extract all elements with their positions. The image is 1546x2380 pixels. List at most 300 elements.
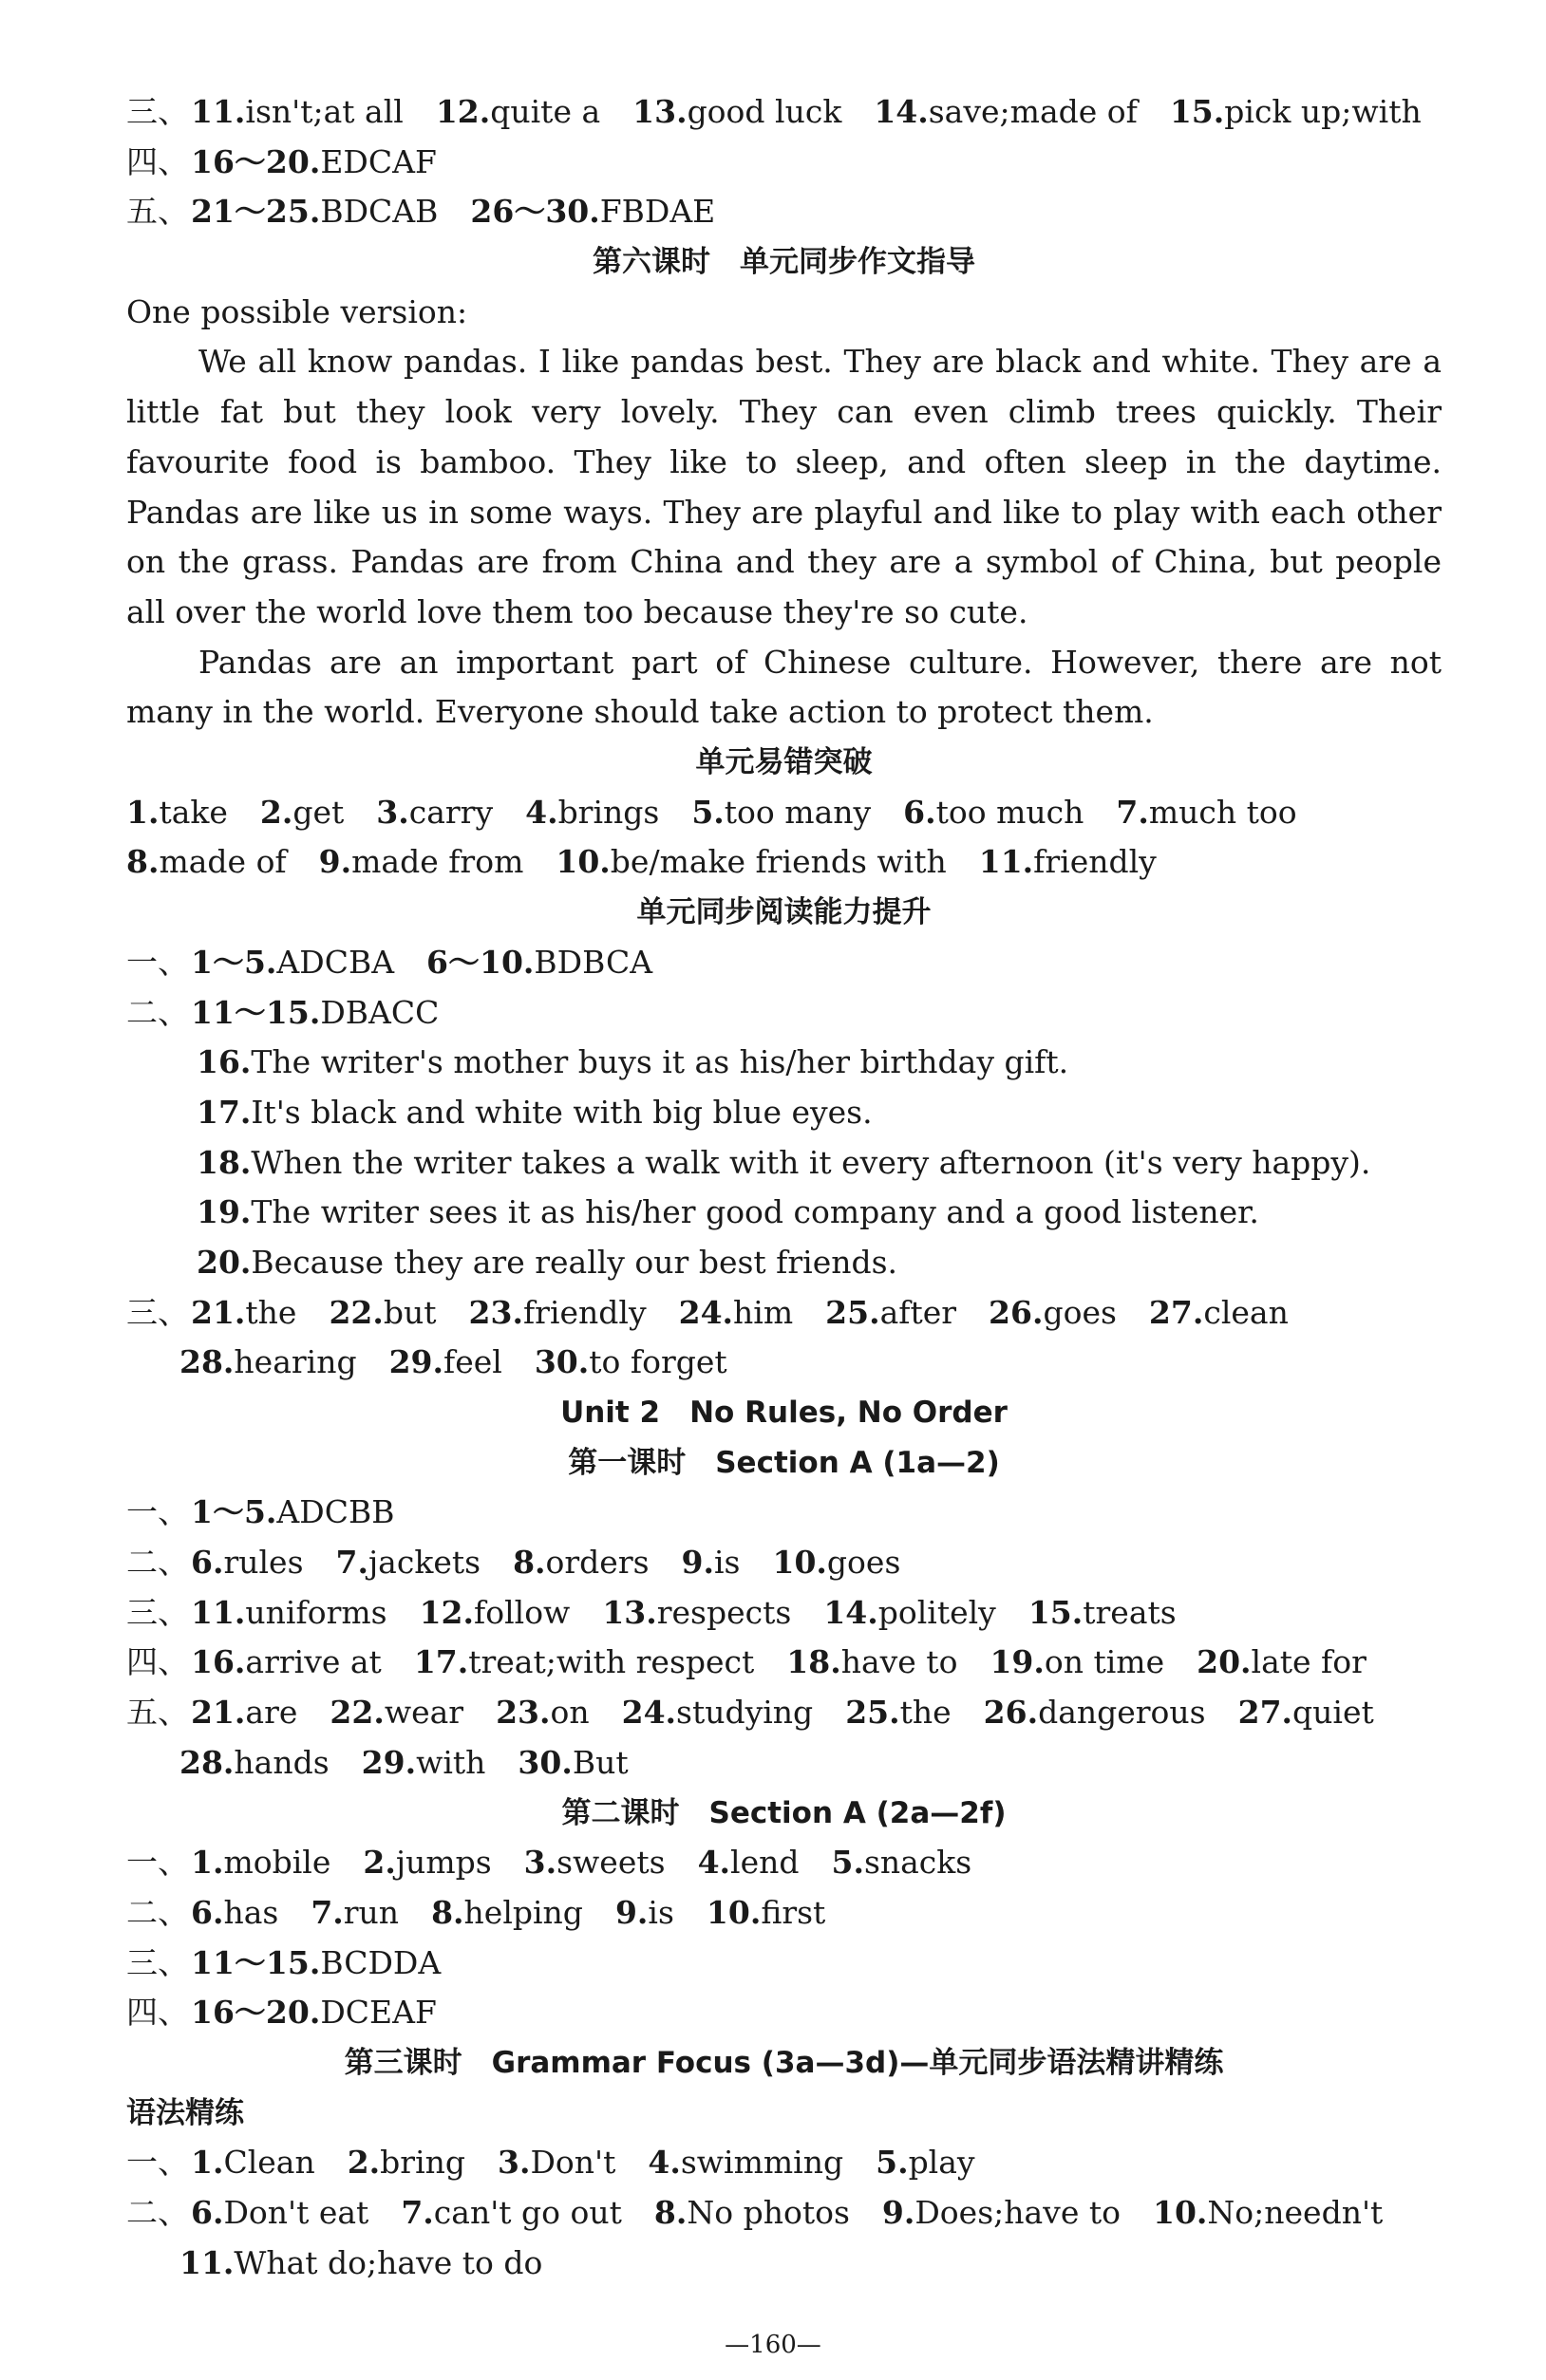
question-number: 28. [179,1743,235,1781]
answer-text: wear [384,1694,464,1732]
question-number: 14. [874,93,929,130]
question-number: 11. [191,93,246,130]
essay-paragraph-2: Pandas are an important part of Chinese culture. However, there are not many in the world. Everyone should take action to protect them. [126,643,1442,731]
question-number: 18. [197,1143,252,1181]
question-number: 25. [825,1293,880,1331]
answer-item [882,2194,1121,2231]
question-number: 27. [1148,1293,1204,1331]
answer-line [126,1888,1442,1939]
answer-item [691,794,871,831]
answer-sentence [126,1138,1442,1189]
answer-text: get [292,793,345,831]
answer-item [513,1544,649,1581]
question-number: 13. [602,1593,657,1631]
answer-item [179,1343,357,1380]
answer-item [1116,794,1296,831]
answer-item [679,1294,794,1331]
answer-item [1197,1643,1367,1680]
answer-item [654,2194,850,2231]
answer-item [823,1594,996,1631]
answer-item [707,1894,825,1931]
section-number: 四、 [126,1994,189,2032]
answer-text: clean [1203,1293,1289,1331]
answer-line [126,1838,1442,1888]
answer-item [436,93,600,130]
section-number: 五、 [126,1694,189,1732]
answer-text: When the writer takes a walk with it every afternoon (it's very happy). [251,1143,1371,1181]
answer-item [1149,1294,1289,1331]
answer-line [126,2239,1442,2289]
answer-text: Don't [530,2144,616,2182]
answer-text: Does;have to [914,2194,1121,2231]
question-number: 9. [318,843,352,881]
answer-item [773,1544,901,1581]
section-number: 二、 [126,1893,189,1931]
answer-text: too much [935,793,1084,831]
answer-text: The writer's mother buys it as his/her birthday gift. [251,1043,1069,1081]
answer-line [126,187,1442,237]
question-number: 30. [518,1743,573,1781]
answer-item [602,1594,791,1631]
answer-item [989,1294,1117,1331]
question-number: 8. [653,2194,688,2231]
answer-item [524,1844,666,1881]
block-errors [126,788,1442,888]
block-lesson1-b [126,1738,1442,1789]
answer-text: but [383,1293,437,1331]
heading-lesson2: 第二课时 Section A (2a—2f) [561,1795,1007,1830]
answer-text: brings [557,793,660,831]
question-number: 1. [191,1844,224,1882]
answer-item [518,1744,628,1781]
question-number: 18. [786,1643,841,1681]
answer-text: EDCAF [320,142,437,180]
answer-item [876,2144,974,2181]
answer-item [376,794,493,831]
question-number: 27. [1237,1694,1293,1732]
answer-item [336,1544,481,1581]
question-number: 9. [614,1893,649,1931]
answer-item [979,843,1157,880]
answer-item [1170,93,1422,130]
answer-text: respects [656,1593,792,1631]
answer-item [990,1643,1164,1680]
answer-text: mobile [223,1844,331,1882]
answer-text: with [416,1743,486,1781]
answer-item [698,1844,800,1881]
question-number: 7. [335,1544,368,1582]
question-number: 24. [621,1694,677,1732]
answer-text: Because they are really our best friends. [251,1243,898,1281]
section-number: 一、 [126,943,189,981]
question-number: 7. [401,2194,434,2231]
question-number: 24. [678,1293,734,1331]
section-number: 三、 [126,93,189,130]
answer-text: run [343,1893,400,1931]
answer-item [191,143,437,180]
answer-text: DCEAF [320,1994,437,2032]
answer-line [126,1538,1442,1588]
answer-text: late for [1251,1643,1367,1681]
answer-text: quiet [1292,1694,1374,1732]
question-number: 2. [363,1844,396,1882]
answer-page [126,87,1442,2288]
question-number: 5. [831,1844,864,1882]
question-number: 22. [329,1293,384,1331]
answer-item [389,1343,502,1380]
answer-text: bring [380,2144,466,2182]
block-lesson1 [126,1488,1442,1737]
answer-line [126,2188,1442,2239]
question-number: 11. [191,1593,246,1631]
block-top [126,87,1442,237]
question-number: 29. [388,1343,444,1381]
question-number: 10. [706,1893,762,1931]
section-number: 二、 [126,993,189,1031]
block-lesson3-b [126,2239,1442,2289]
answer-line [126,2138,1442,2188]
question-number: 16. [191,1643,246,1681]
answer-item [420,1594,571,1631]
answer-sentence [126,1088,1442,1138]
answer-text: BDBCA [534,943,653,981]
question-number: 1～5. [191,1493,277,1531]
answer-text: DBACC [320,993,440,1031]
question-number: 4. [648,2144,681,2182]
section-number: 一、 [126,2144,189,2182]
answer-item [622,1694,814,1731]
page-number: —160— [725,2331,821,2359]
answer-item [362,1744,486,1781]
answer-text: made of [159,843,287,881]
question-number: 19. [990,1643,1045,1681]
question-number: 6. [191,2194,224,2231]
answer-item [903,794,1084,831]
answer-text: No photos [687,2194,850,2231]
heading-unit2: Unit 2 No Rules, No Order [560,1396,1008,1430]
question-number: 19. [197,1193,252,1231]
answer-line [126,138,1442,188]
question-number: 4. [697,1844,731,1882]
answer-text: lend [730,1844,800,1882]
answer-item [179,2244,542,2281]
question-number: 10. [1152,2194,1208,2231]
answer-text: play [908,2144,975,2182]
question-number: 30. [534,1343,590,1381]
answer-item [191,944,394,981]
question-number: 11. [179,2243,235,2281]
question-number: 9. [681,1544,714,1582]
answer-line [126,87,1442,138]
answer-item [498,2144,615,2181]
section-number: 一、 [126,1493,189,1531]
answer-item [632,93,841,130]
essay-paragraph-1: We all know pandas. I like pandas best. They are black and white. They are a little fat but they look very lovely. They can even climb trees quickly. Their favourite food is bamboo. They like to sleep, and often sleep in the daytime. Pandas are like us in some ways. They are playful and like to play with each other on the grass. Pandas are from China and they are a symbol of China, but people all over the world love them too because they're so cute. [126,343,1442,630]
answer-line [126,1939,1442,1989]
block-lesson3 [126,2138,1442,2238]
answer-item [179,1744,330,1781]
question-number: 17. [413,1643,469,1681]
question-number: 3. [523,1844,557,1882]
question-number: 23. [468,1293,523,1331]
answer-item [469,1294,647,1331]
answer-item [191,1994,437,2031]
answer-item [825,1294,956,1331]
question-number: 4. [525,793,558,831]
answer-item [831,1844,971,1881]
answer-text: be/make friends with [610,843,947,881]
question-number: 26. [989,1293,1044,1331]
question-number: 7. [1116,793,1149,831]
answer-item [191,93,404,130]
answer-text: much too [1148,793,1297,831]
answer-text: orders [545,1544,650,1582]
heading-lesson6: 第六课时 单元同步作文指导 [593,245,975,280]
answer-item [401,2194,622,2231]
answer-text: is [648,1893,674,1931]
question-number: 5. [691,793,725,831]
question-number: 28. [179,1343,235,1381]
question-number: 26. [983,1694,1039,1732]
question-number: 6. [191,1544,224,1582]
answer-text: treats [1083,1593,1177,1631]
answer-text: politely [877,1593,996,1631]
answer-item [1028,1594,1177,1631]
section-number: 三、 [126,1593,189,1631]
answer-text: has [223,1893,279,1931]
subheading-grammar: 语法精练 [126,2095,244,2130]
question-number: 3. [376,793,409,831]
answer-text: pick up;with [1224,93,1422,130]
answer-text: have to [840,1643,958,1681]
question-number: 15. [1169,93,1225,130]
answer-item [535,1343,727,1380]
answer-text: swimming [680,2144,844,2182]
question-number: 29. [361,1743,417,1781]
answer-text: snacks [863,1844,972,1882]
question-number: 2. [347,2144,381,2182]
heading-lesson1: 第一课时 Section A (1a—2) [568,1445,1000,1480]
block-reading-2 [126,1288,1442,1339]
answer-text: isn't;at all [245,93,404,130]
answer-line [126,1988,1442,2038]
answer-text: goes [1043,1293,1117,1331]
question-number: 8. [431,1893,464,1931]
answer-text: sweets [556,1844,666,1882]
answer-item [470,193,715,230]
answer-item [191,1544,304,1581]
answer-text: take [159,793,228,831]
answer-item [426,944,652,981]
answer-line [126,788,1442,838]
answer-text: carry [408,793,494,831]
answer-item [191,1643,382,1680]
question-number: 2. [259,793,293,831]
answer-item [191,1294,296,1331]
section-number: 三、 [126,1293,189,1331]
answer-text: hands [234,1743,330,1781]
question-number: 10. [772,1544,827,1582]
answer-item [191,994,439,1031]
question-number: 21～25. [191,193,321,231]
question-number: 25. [845,1694,900,1732]
answer-text: the [245,1293,297,1331]
question-number: 8. [126,843,160,881]
answer-item [615,1894,674,1931]
answer-text: FBDAE [599,193,716,231]
answer-item [191,193,438,230]
answer-line [126,1688,1442,1738]
question-number: 1. [191,2144,224,2182]
question-number: 16～20. [191,1994,321,2032]
section-number: 四、 [126,142,189,180]
answer-item [191,1944,441,1981]
answer-text: are [245,1694,298,1732]
question-number: 17. [197,1093,252,1131]
question-number: 6. [191,1893,224,1931]
answer-text: him [733,1293,794,1331]
section-number: 一、 [126,1844,189,1882]
answer-text: dangerous [1038,1694,1206,1732]
heading-lesson3: 第三课时 Grammar Focus (3a—3d)—单元同步语法精讲精练 [344,2045,1224,2080]
section-number: 二、 [126,2194,189,2231]
answer-item [330,1694,463,1731]
answer-line [126,938,1442,988]
answer-item [1153,2194,1383,2231]
answer-item [319,843,524,880]
question-number: 23. [496,1694,551,1732]
heading-reading: 单元同步阅读能力提升 [636,895,932,930]
answer-line [126,1738,1442,1789]
question-number: 11. [978,843,1034,881]
answer-text: What do;have to do [234,2243,543,2281]
answer-text: No;needn't [1207,2194,1384,2231]
answer-text: can't go out [433,2194,622,2231]
section-number: 五、 [126,193,189,231]
section-number: 四、 [126,1643,189,1681]
answer-sentence [126,1038,1442,1088]
question-number: 21. [191,1694,246,1732]
answer-item [329,1294,436,1331]
answer-item [126,794,228,831]
block-reading [126,938,1442,1038]
question-number: 5. [876,2144,909,2182]
answer-text: jackets [368,1544,481,1582]
answer-text: uniforms [245,1593,387,1631]
answer-text: friendly [522,1293,647,1331]
question-number: 7. [311,1893,344,1931]
answer-item [414,1643,754,1680]
answer-text: to forget [589,1343,727,1381]
answer-text: follow [474,1593,571,1631]
question-number: 14. [823,1593,878,1631]
answer-item [311,1894,399,1931]
answer-text: good luck [687,93,842,130]
answer-text: But [572,1743,629,1781]
answer-sentence [126,1188,1442,1238]
answer-text: jumps [395,1844,492,1882]
answer-text: hearing [234,1343,357,1381]
answer-item [191,1594,387,1631]
question-number: 16～20. [191,142,321,180]
question-number: 12. [419,1593,474,1631]
answer-item [845,1694,951,1731]
answer-item [648,2144,843,2181]
answer-item [1238,1694,1374,1731]
answer-text: BCDDA [320,1943,442,1981]
answer-item [874,93,1138,130]
answer-item [191,2144,315,2181]
answer-text: feel [443,1343,502,1381]
answer-item [682,1544,741,1581]
answer-item [348,2144,465,2181]
answer-item [984,1694,1206,1731]
section-number: 三、 [126,1943,189,1981]
answer-item [191,1894,278,1931]
answer-line [126,1488,1442,1538]
answer-text: first [761,1893,826,1931]
question-number: 12. [435,93,491,130]
answer-item [496,1694,590,1731]
answer-line [126,1588,1442,1639]
question-number: 8. [513,1544,546,1582]
question-number: 6. [903,793,936,831]
question-number: 22. [330,1694,385,1732]
question-number: 21. [191,1293,246,1331]
answer-text: made from [351,843,524,881]
question-number: 6～10. [426,943,535,981]
answer-text: studying [676,1694,814,1732]
answer-text: on [550,1694,590,1732]
answer-text: rules [223,1544,304,1582]
answer-text: The writer sees it as his/her good company and a good listener. [251,1193,1259,1231]
heading-errors: 单元易错突破 [695,745,873,780]
answer-text: Clean [223,2144,315,2182]
answer-text: quite a [490,93,601,130]
answer-line [126,1288,1442,1339]
answer-text: ADCBB [276,1493,395,1531]
answer-item [363,1844,491,1881]
section-number: 二、 [126,1544,189,1582]
answer-text: is [714,1544,741,1582]
answer-item [191,1493,394,1530]
answer-text: ADCBA [276,943,395,981]
question-number: 20. [1197,1643,1252,1681]
question-number: 20. [197,1243,252,1281]
answer-item [786,1643,957,1680]
answer-item [525,794,659,831]
answer-item [126,843,287,880]
question-number: 3. [498,2144,531,2182]
question-number: 9. [881,2194,915,2231]
answer-line [126,988,1442,1039]
answer-text: treat;with respect [468,1643,755,1681]
block-reading-answers [126,1038,1442,1287]
answer-text: goes [826,1544,901,1582]
question-number: 16. [197,1043,252,1081]
answer-item [260,794,344,831]
block-reading-3 [126,1338,1442,1388]
answer-sentence [126,1238,1442,1288]
answer-text: arrive at [245,1643,382,1681]
answer-text: too many [724,793,872,831]
answer-line [126,1338,1442,1388]
answer-text: after [879,1293,957,1331]
answer-text: BDCAB [320,193,439,231]
answer-item [191,2194,368,2231]
answer-text: save;made of [928,93,1138,130]
answer-text: friendly [1033,843,1157,881]
